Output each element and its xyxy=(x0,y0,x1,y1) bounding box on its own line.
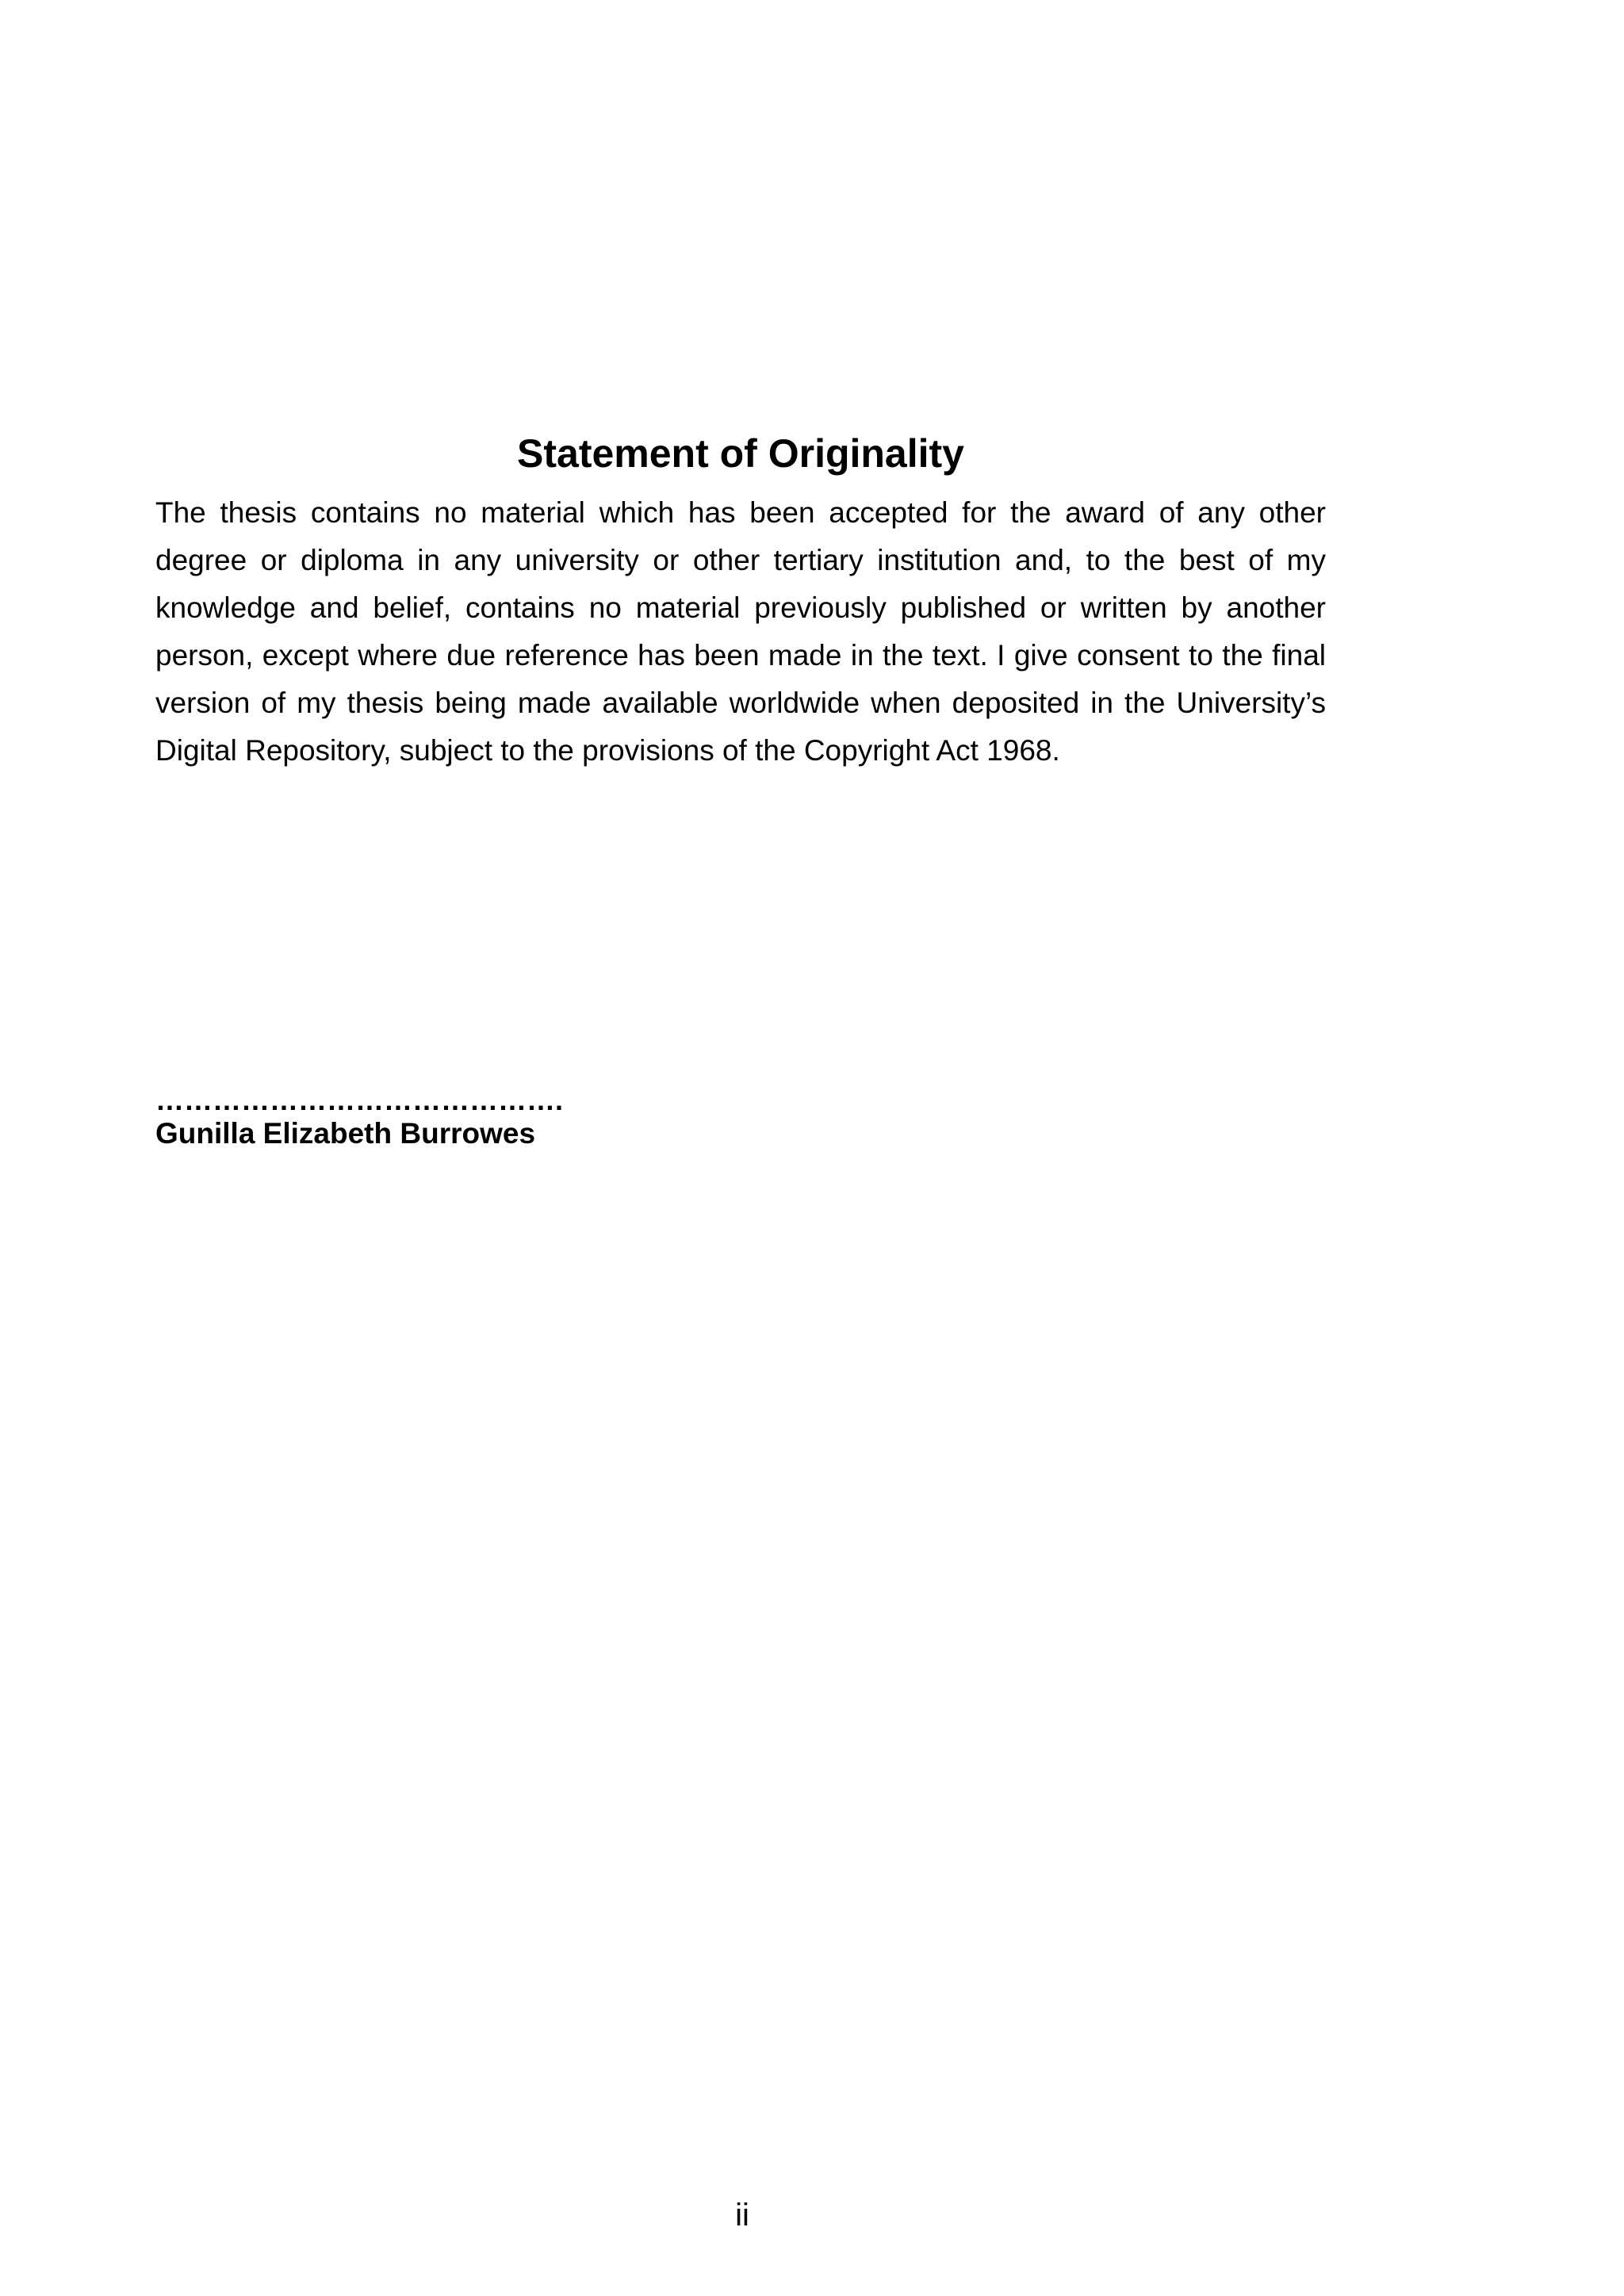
originality-statement: The thesis contains no material which has been accepted for the award of any other degree or diploma in any university or other tertiary institution and, to the best of my knowledge and belief, contains no material previously published or written by another person, except where due reference has been made in the text. I give consent to the final version of my thesis being made available worldwide when deposited in the University’s Digital Repository, subject to the provisions of the Copyright Act 1968. xyxy=(155,496,1326,767)
page-number: ii xyxy=(735,2198,749,2233)
signature-line: ……………………………………. xyxy=(155,1084,564,1116)
signatory-name: Gunilla Elizabeth Burrowes xyxy=(155,1117,536,1150)
page-title: Statement of Originality xyxy=(517,431,964,476)
